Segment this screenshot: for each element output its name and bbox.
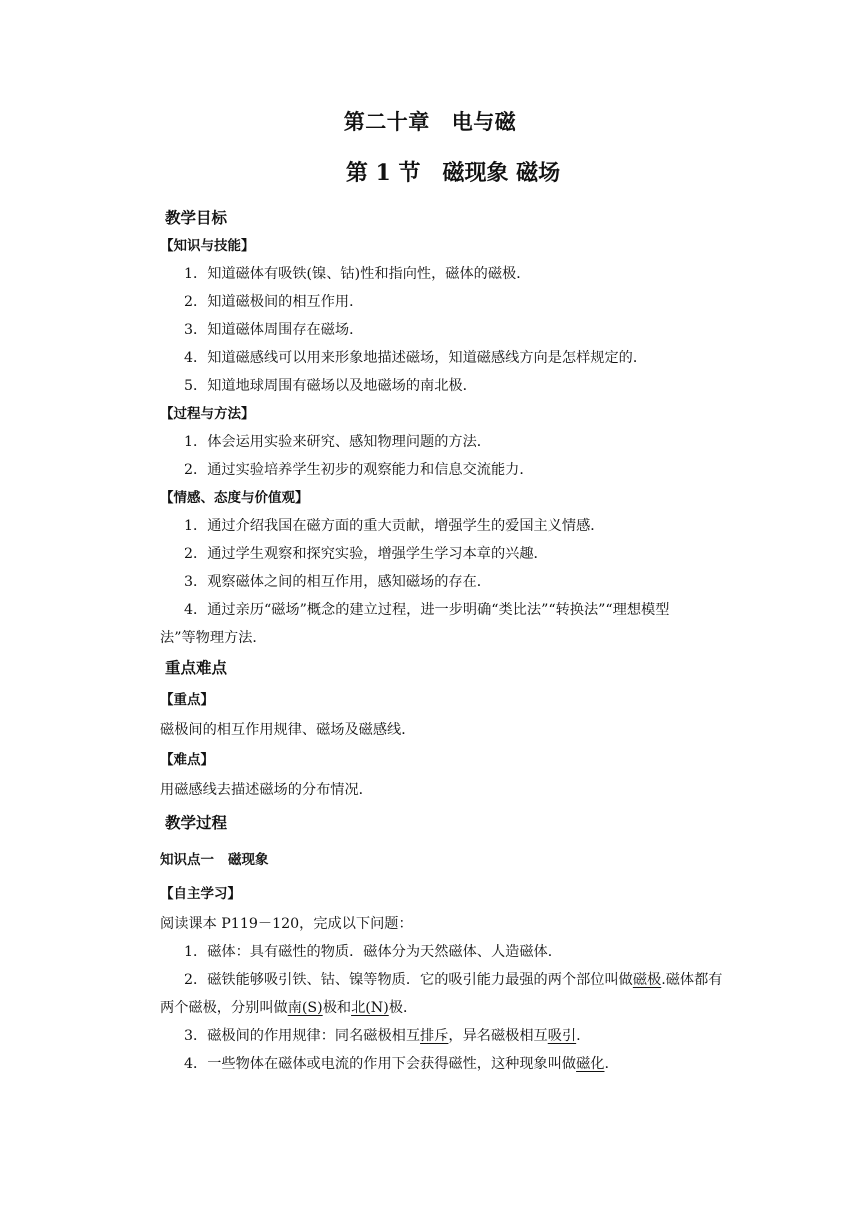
process-method-item: 1．体会运用实验来研究、感知物理问题的方法． xyxy=(184,434,491,450)
emotion-item: 2．通过学生观察和探究实验，增强学生学习本章的兴趣． xyxy=(184,546,548,562)
reading-intro: 阅读课本 P119－120，完成以下问题： xyxy=(160,916,413,932)
answer-blank: 吸引 xyxy=(547,1028,577,1044)
document-body xyxy=(132,204,732,1078)
chapter-name: 电与磁 xyxy=(451,109,517,134)
process-method-item: 2．通过实验培养学生初步的观察能力和信息交流能力． xyxy=(184,462,534,478)
emotion-label: 【情感、态度与价值观】 xyxy=(160,490,309,506)
knowledge-point-name: 磁现象 xyxy=(228,852,269,868)
section-name: 磁现象 磁场 xyxy=(442,160,561,186)
key-label: 【重点】 xyxy=(160,692,214,708)
knowledge-item: 4．知道磁感线可以用来形象地描述磁场，知道磁感线方向是怎样规定的． xyxy=(184,350,648,366)
answer-blank: 排斥 xyxy=(420,1028,449,1044)
question-2-line2: 两个磁极，分别叫做南(S)极和北(N)极． xyxy=(160,1000,418,1016)
section-title xyxy=(0,156,860,187)
emotion-item: 3．观察磁体之间的相互作用，感知磁场的存在． xyxy=(184,574,491,590)
knowledge-label: 【知识与技能】 xyxy=(160,238,255,254)
section-number: 第 1 节 xyxy=(345,160,421,186)
emotion-item-4-line1: 4．通过亲历“磁场”概念的建立过程，进一步明确“类比法”“转换法”“理想模型 xyxy=(184,602,670,618)
answer-blank: 北(N) xyxy=(351,1000,389,1016)
question-3: 3．磁极间的作用规律：同名磁极相互排斥，异名磁极相互吸引. xyxy=(184,1028,581,1044)
objectives-heading: 教学目标 xyxy=(165,209,228,227)
answer-blank: 磁极 xyxy=(632,972,662,988)
keypoints-heading: 重点难点 xyxy=(165,659,228,677)
knowledge-item: 1．知道磁体有吸铁(镍、钴)性和指向性，磁体的磁极． xyxy=(184,266,531,282)
process-method-label: 【过程与方法】 xyxy=(160,406,255,422)
emotion-item: 1．通过介绍我国在磁方面的重大贡献，增强学生的爱国主义情感． xyxy=(184,518,605,534)
knowledge-point-title xyxy=(160,842,732,878)
knowledge-item: 5．知道地球周围有磁场以及地磁场的南北极． xyxy=(184,378,477,394)
answer-blank: 南(S) xyxy=(287,1000,323,1016)
knowledge-item: 3．知道磁体周围存在磁场． xyxy=(184,322,364,338)
answer-blank: 磁化 xyxy=(576,1056,605,1072)
knowledge-item: 2．知道磁极间的相互作用． xyxy=(184,294,364,310)
hard-text: 用磁感线去描述磁场的分布情况． xyxy=(160,782,373,798)
key-text: 磁极间的相互作用规律、磁场及磁感线． xyxy=(160,722,416,738)
question-2-line1: 2．磁铁能够吸引铁、钴、镍等物质．它的吸引能力最强的两个部位叫做磁极.磁体都有 xyxy=(184,972,723,988)
question-4: 4．一些物体在磁体或电流的作用下会获得磁性，这种现象叫做磁化. xyxy=(184,1056,609,1072)
chapter-title xyxy=(0,106,860,136)
teaching-process-heading: 教学过程 xyxy=(165,814,228,832)
emotion-item-4-line2: 法”等物理方法． xyxy=(160,630,267,646)
self-study-label: 【自主学习】 xyxy=(160,886,241,902)
knowledge-point-number: 知识点一 xyxy=(160,852,214,868)
hard-label: 【难点】 xyxy=(160,752,214,768)
chapter-number: 第二十章 xyxy=(343,109,430,134)
question-1: 1．磁体：具有磁性的物质．磁体分为天然磁体、人造磁体． xyxy=(184,944,562,960)
